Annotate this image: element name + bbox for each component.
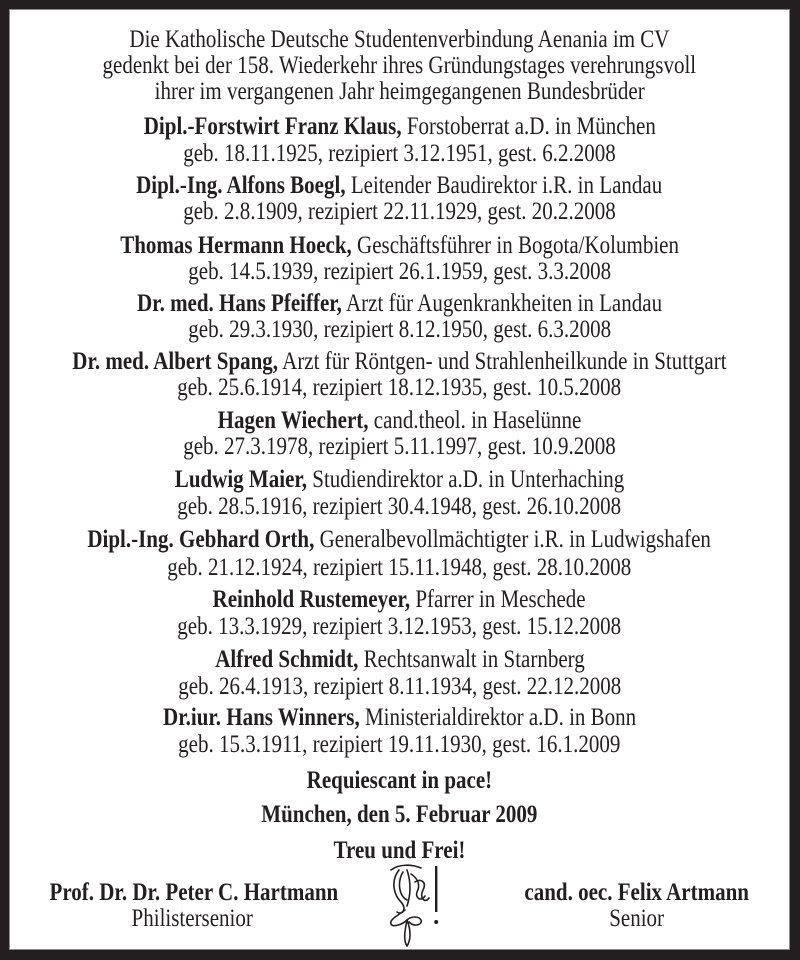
deceased-role: Pfarrer in Meschede bbox=[410, 586, 587, 613]
deceased-name: Thomas Hermann Hoeck, bbox=[120, 232, 352, 259]
entry-name-line bbox=[9, 349, 790, 375]
intro-line-3: ihrer im vergangenen Jahr heimgegangenen Bundesbrüder bbox=[154, 78, 645, 105]
obituary-notice bbox=[9, 9, 790, 950]
entry-name-line bbox=[9, 647, 790, 673]
deceased-role: Ministerialdirektor a.D. in Bonn bbox=[359, 704, 637, 731]
signature-left-title: Philistersenior bbox=[131, 905, 253, 932]
deceased-name: Dipl.-Ing. Alfons Boegl, bbox=[136, 172, 346, 199]
entry-dates-line: geb. 18.11.1925, rezipiert 3.12.1951, gest. 6.2.2008 bbox=[183, 140, 616, 167]
deceased-role: Leitender Baudirektor i.R. in Landau bbox=[345, 172, 663, 199]
zirkel-monogram-icon bbox=[381, 860, 443, 950]
entry-name-line bbox=[9, 587, 790, 613]
entry-dates-line: geb. 29.3.1930, rezipiert 8.12.1950, gest. 6.3.2008 bbox=[188, 316, 611, 343]
deceased-name: Reinhold Rustemeyer, bbox=[212, 586, 411, 613]
entry-dates-line: geb. 14.5.1939, rezipiert 26.1.1959, gest. 3.3.2008 bbox=[188, 258, 611, 285]
signature-right-title: Senior bbox=[609, 905, 665, 932]
intro-line-1: Die Katholische Deutsche Studentenverbindung Aenania im CV bbox=[129, 26, 670, 53]
deceased-name: Dr. med. Albert Spang, bbox=[72, 348, 279, 375]
entry-dates-line: geb. 28.5.1916, rezipiert 30.4.1948, gest. 26.10.2008 bbox=[177, 493, 622, 520]
intro-line-2: gedenkt bei der 158. Wiederkehr ihres Gründungstages verehrungsvoll bbox=[102, 52, 697, 79]
entry-dates-line: geb. 27.3.1978, rezipiert 5.11.1997, gest. 10.9.2008 bbox=[183, 433, 616, 460]
deceased-role: Generalbevollmächtigter i.R. in Ludwigshafen bbox=[314, 526, 712, 553]
deceased-role: Studiendirektor a.D. in Unterhaching bbox=[306, 466, 625, 493]
entry-dates-line: geb. 13.3.1929, rezipiert 3.12.1953, gest. 15.12.2008 bbox=[177, 613, 622, 640]
entry-name-line bbox=[9, 527, 790, 553]
deceased-role: Geschäftsführer in Bogota/Kolumbien bbox=[351, 232, 679, 259]
deceased-name: Dipl.-Ing. Gebhard Orth, bbox=[87, 526, 315, 553]
entry-name-line bbox=[9, 114, 790, 140]
deceased-name: Dr. med. Hans Pfeiffer, bbox=[136, 290, 342, 317]
entry-name-line bbox=[9, 408, 790, 434]
entry-name-line bbox=[9, 705, 790, 731]
entry-dates-line: geb. 21.12.1924, rezipiert 15.11.1948, gest. 28.10.2008 bbox=[167, 554, 632, 581]
deceased-role: Arzt für Röntgen- und Strahlenheilkunde in Stuttgart bbox=[278, 348, 727, 375]
deceased-role: Arzt für Augenkrankheiten in Landau bbox=[341, 290, 663, 317]
signature-left-name: Prof. Dr. Dr. Peter C. Hartmann bbox=[49, 879, 339, 906]
deceased-role: Forstoberrat a.D. in München bbox=[401, 113, 656, 140]
entry-name-line bbox=[9, 233, 790, 259]
entry-dates-line: geb. 2.8.1909, rezipiert 22.11.1929, gest. 20.2.2008 bbox=[183, 198, 616, 225]
deceased-role: cand.theol. in Haselünne bbox=[368, 407, 582, 434]
signature-right-name: cand. oec. Felix Artmann bbox=[524, 879, 750, 906]
deceased-name: Ludwig Maier, bbox=[174, 466, 307, 493]
deceased-role: Rechtsanwalt in Starnberg bbox=[357, 646, 585, 673]
deceased-name: Alfred Schmidt, bbox=[214, 646, 358, 673]
deceased-name: Dr.iur. Hans Winners, bbox=[162, 704, 360, 731]
entry-dates-line: geb. 26.4.1913, rezipiert 8.11.1934, gest. 22.12.2008 bbox=[177, 673, 622, 700]
entry-name-line bbox=[9, 291, 790, 317]
prayer-line: Requiescant in pace! bbox=[306, 767, 493, 794]
place-date-line: München, den 5. Februar 2009 bbox=[261, 801, 538, 828]
motto-line: Treu und Frei! bbox=[333, 837, 466, 864]
entry-dates-line: geb. 15.3.1911, rezipiert 19.11.1930, gest. 16.1.2009 bbox=[178, 731, 621, 758]
deceased-name: Hagen Wiechert, bbox=[217, 407, 369, 434]
entry-name-line bbox=[9, 467, 790, 493]
entry-name-line bbox=[9, 173, 790, 199]
deceased-name: Dipl.-Forstwirt Franz Klaus, bbox=[143, 113, 402, 140]
entry-dates-line: geb. 25.6.1914, rezipiert 18.12.1935, gest. 10.5.2008 bbox=[177, 374, 622, 401]
